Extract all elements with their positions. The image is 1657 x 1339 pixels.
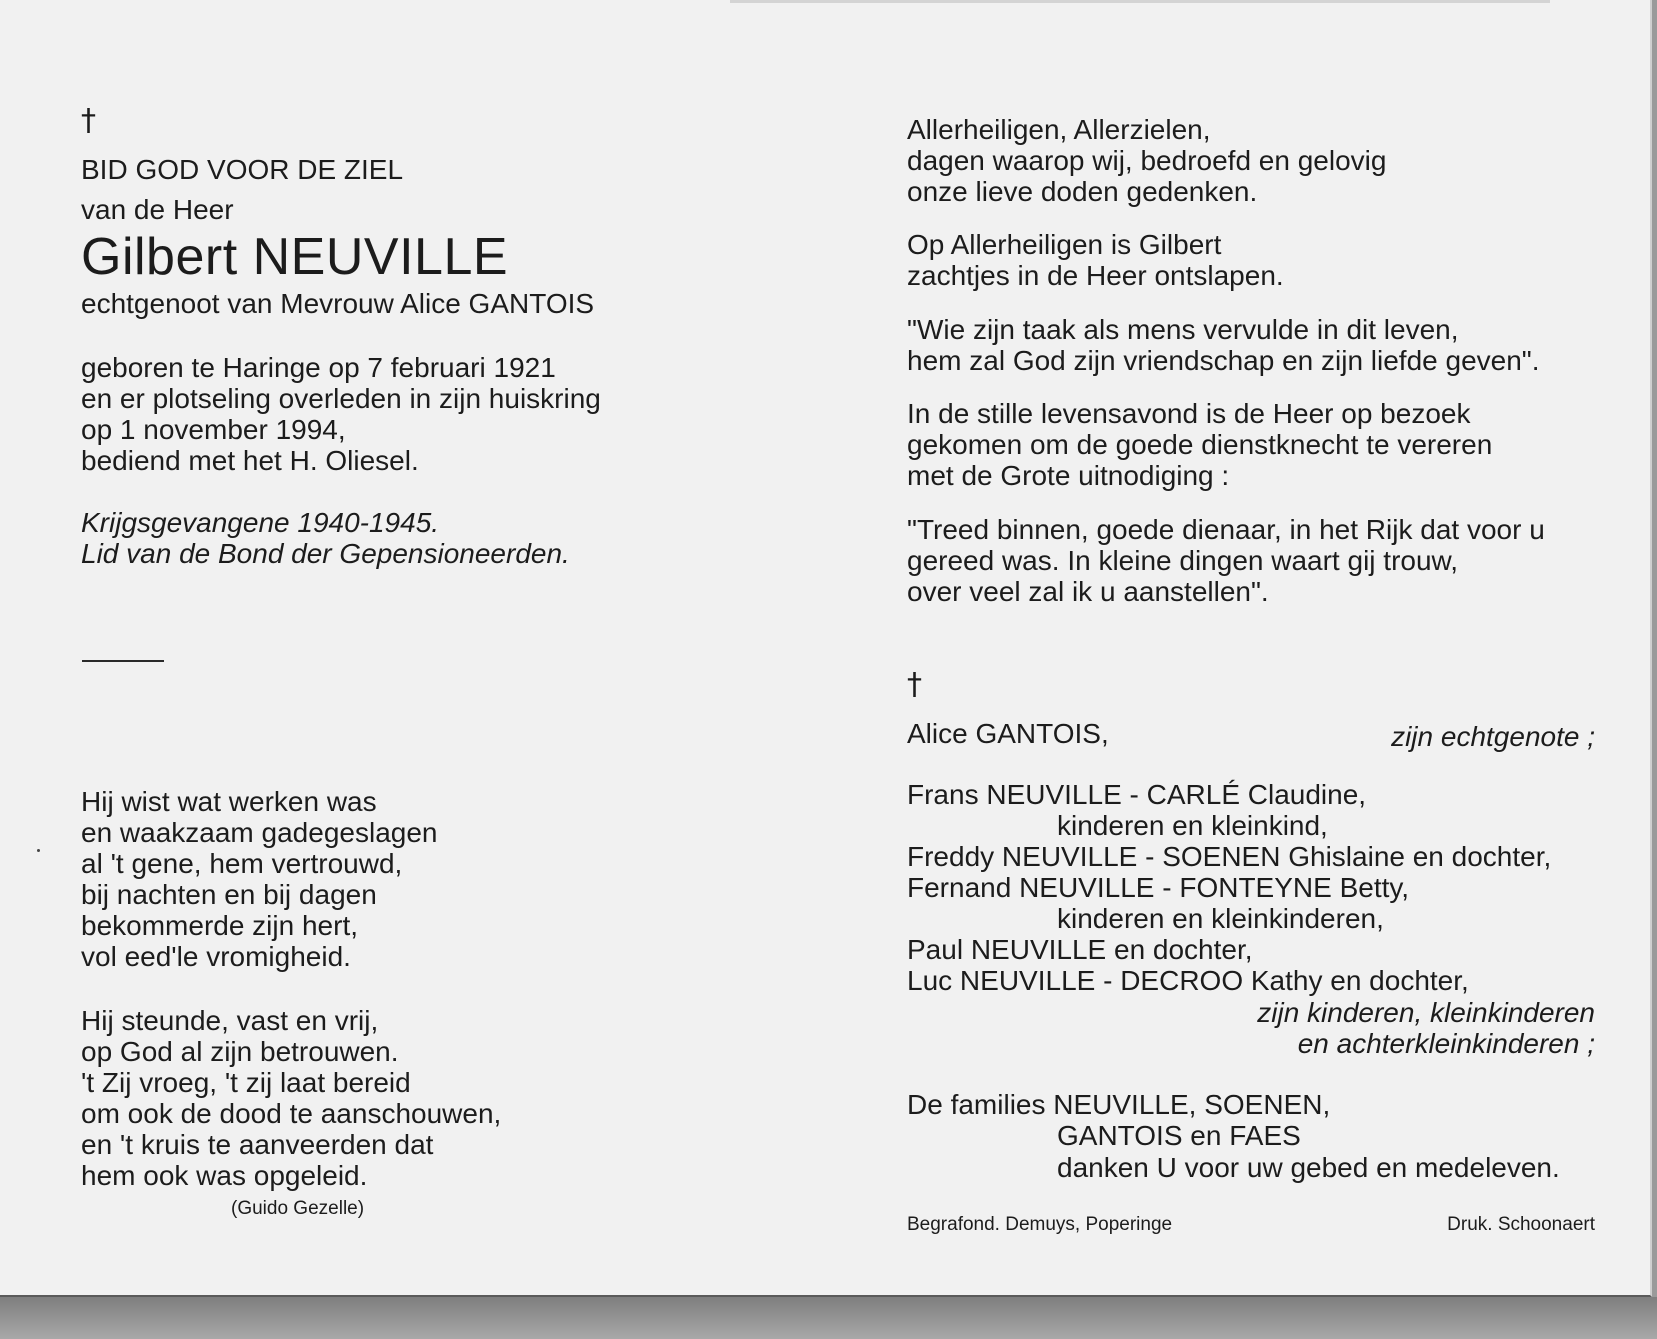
thanks-line: GANTOIS en FAES <box>1057 1120 1301 1151</box>
reflection-line: met de Grote uitnodiging : <box>907 460 1230 491</box>
reflection-line: In de stille levensavond is de Heer op bezoek <box>907 398 1471 429</box>
undertaker-credit: Begrafond. Demuys, Poperinge <box>907 1214 1173 1235</box>
cross-icon: † <box>81 103 96 138</box>
printer-credit: Druk. Schoonaert <box>1447 1214 1595 1235</box>
reflection-line: gekomen om de goede dienstknecht te vereren <box>907 429 1493 460</box>
widow-role: zijn echtgenote ; <box>1391 721 1595 752</box>
poem-author: (Guido Gezelle) <box>231 1198 365 1219</box>
widow-name: Alice GANTOIS, <box>907 718 1109 749</box>
divider <box>82 660 164 662</box>
bio-line: bediend met het H. Oliesel. <box>81 445 419 476</box>
reflection-line: zachtjes in de Heer ontslapen. <box>907 260 1284 291</box>
poem-line: Hij wist wat werken was <box>81 786 377 817</box>
thanks-line: De families NEUVILLE, SOENEN, <box>907 1089 1331 1120</box>
cross-icon: † <box>907 667 922 702</box>
family-role: zijn kinderen, kleinkinderen <box>1257 997 1595 1028</box>
poem-line: Hij steunde, vast en vrij, <box>81 1005 379 1036</box>
poem-line: bij nachten en bij dagen <box>81 879 377 910</box>
intro-line: van de Heer <box>81 194 234 225</box>
reflection-line: dagen waarop wij, bedroefd en gelovig <box>907 145 1387 176</box>
bio-line: en er plotseling overleden in zijn huiskring <box>81 383 601 414</box>
family-line: Frans NEUVILLE - CARLÉ Claudine, <box>907 779 1367 810</box>
poem-line: en 't kruis te aanveerden dat <box>81 1129 434 1160</box>
note-line: Lid van de Bond der Gepensioneerden. <box>81 538 570 569</box>
poem-line: op God al zijn betrouwen. <box>81 1036 399 1067</box>
deceased-name: Gilbert NEUVILLE <box>81 228 509 286</box>
prayer-header: BID GOD VOOR DE ZIEL <box>81 154 404 185</box>
family-line: Freddy NEUVILLE - SOENEN Ghislaine en dochter, <box>907 841 1552 872</box>
note-line: Krijgsgevangene 1940-1945. <box>81 507 440 538</box>
family-role: en achterkleinkinderen ; <box>1297 1028 1595 1059</box>
speck <box>37 849 40 852</box>
top-edge-line <box>730 0 1550 3</box>
poem-line: om ook de dood te aanschouwen, <box>81 1098 502 1129</box>
spouse-line: echtgenoot van Mevrouw Alice GANTOIS <box>81 288 595 319</box>
thanks-line: danken U voor uw gebed en medeleven. <box>1057 1152 1560 1183</box>
bio-line: geboren te Haringe op 7 februari 1921 <box>81 352 556 383</box>
poem-line: bekommerde zijn hert, <box>81 910 359 941</box>
reflection-line: Op Allerheiligen is Gilbert <box>907 229 1222 260</box>
quote-line: hem zal God zijn vriendschap en zijn liefde geven". <box>907 345 1540 376</box>
quote-line: "Treed binnen, goede dienaar, in het Rijk dat voor u <box>907 514 1545 545</box>
family-line: kinderen en kleinkind, <box>1057 810 1328 841</box>
poem-line: hem ook was opgeleid. <box>81 1160 368 1191</box>
reflection-line: onze lieve doden gedenken. <box>907 176 1258 207</box>
family-line: Luc NEUVILLE - DECROO Kathy en dochter, <box>907 965 1469 996</box>
family-line: Paul NEUVILLE en dochter, <box>907 934 1253 965</box>
poem-line: en waakzaam gadegeslagen <box>81 817 438 848</box>
family-line: Fernand NEUVILLE - FONTEYNE Betty, <box>907 872 1410 903</box>
reflection-line: Allerheiligen, Allerzielen, <box>907 114 1211 145</box>
family-line: kinderen en kleinkinderen, <box>1057 903 1384 934</box>
bio-line: op 1 november 1994, <box>81 414 346 445</box>
quote-line: over veel zal ik u aanstellen". <box>907 576 1269 607</box>
scan-background <box>0 1297 1657 1339</box>
poem-line: 't Zij vroeg, 't zij laat bereid <box>81 1067 411 1098</box>
poem-line: vol eed'le vromigheid. <box>81 941 351 972</box>
quote-line: gereed was. In kleine dingen waart gij trouw, <box>907 545 1458 576</box>
quote-line: "Wie zijn taak als mens vervulde in dit leven, <box>907 314 1459 345</box>
poem-line: al 't gene, hem vertrouwd, <box>81 848 403 879</box>
